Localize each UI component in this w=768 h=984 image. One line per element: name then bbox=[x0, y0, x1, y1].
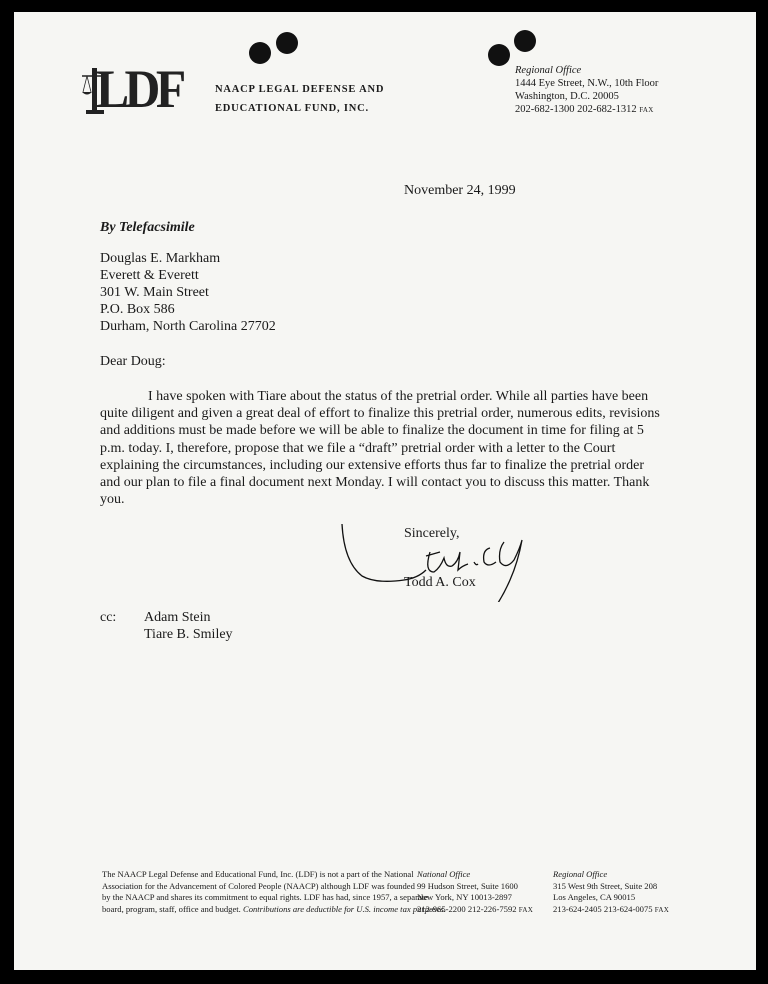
footer-regional-street: 315 West 9th Street, Suite 208 bbox=[553, 880, 658, 891]
regional-office-header bbox=[515, 64, 658, 117]
org-name-line1: NAACP LEGAL DEFENSE AND bbox=[215, 84, 385, 95]
footer-disclaimer-line4: board, program, staff, office and budget. Contributions are deductible for U.S. income tax purposes. bbox=[102, 903, 447, 914]
ldf-logo bbox=[82, 59, 192, 119]
letter-body: I have spoken with Tiare about the status of the pretrial order. While all parties have been quite diligent and given a great deal of effort to finalize this pretrial order, numerous edits, revisions and additions must be made before we will be able to finalize the document in time for filing at 5 p.m. today. I, therefore, propose that we file a “draft” pretrial order with a letter to the Court explaining the circumstances, including our extensive efforts thus far to finalize the pretrial order and our plan to file a final document next Monday. I will contact you to discuss this matter. Thank you. bbox=[100, 389, 660, 508]
footer-regional-office bbox=[553, 869, 669, 916]
footer-national-office bbox=[417, 869, 533, 916]
cc-list bbox=[144, 609, 233, 643]
org-name bbox=[215, 80, 384, 118]
org-name-line2: EDUCATIONAL FUND, INC. bbox=[215, 103, 369, 114]
letter-page bbox=[14, 12, 756, 970]
punch-hole-left-a bbox=[249, 42, 271, 64]
national-office-label: National Office bbox=[417, 869, 471, 879]
recipient-name: Douglas E. Markham bbox=[100, 251, 221, 266]
national-office-street: 99 Hudson Street, Suite 1600 bbox=[417, 880, 518, 891]
recipient-city: Durham, North Carolina 27702 bbox=[100, 319, 276, 334]
closing: Sincerely, bbox=[404, 526, 460, 541]
footer-disclaimer-line3: by the NAACP and shares its commitment to equal rights. LDF has had, since 1957, a separate bbox=[102, 892, 428, 903]
regional-office-street: 1444 Eye Street, N.W., 10th Floor bbox=[515, 78, 659, 89]
recipient-street: 301 W. Main Street bbox=[100, 285, 209, 300]
delivery-method: By Telefacsimile bbox=[100, 220, 195, 235]
footer-disclaimer-line2: Association for the Advancement of Colored People (NAACP) although LDF was founded bbox=[102, 880, 415, 891]
salutation: Dear Doug: bbox=[100, 354, 166, 369]
recipient-firm: Everett & Everett bbox=[100, 268, 199, 283]
footer-regional-city: Los Angeles, CA 90015 bbox=[553, 892, 636, 903]
punch-hole-right-b bbox=[514, 30, 536, 52]
footer-regional-label: Regional Office bbox=[553, 869, 608, 879]
footer-disclaimer-line1: The NAACP Legal Defense and Educational Fund, Inc. (LDF) is not a part of the National bbox=[102, 869, 414, 879]
logo-letters: LDF bbox=[96, 59, 182, 119]
fax-label: FAX bbox=[639, 106, 654, 114]
cc-name-2: Tiare B. Smiley bbox=[144, 627, 233, 642]
punch-hole-left-b bbox=[276, 32, 298, 54]
signer-name: Todd A. Cox bbox=[404, 575, 476, 590]
regional-office-phone: 202-682-1300 202-682-1312 FAX bbox=[515, 104, 654, 115]
cc-label: cc: bbox=[100, 610, 117, 625]
national-office-city: New York, NY 10013-2897 bbox=[417, 892, 512, 903]
recipient-po-box: P.O. Box 586 bbox=[100, 302, 175, 317]
national-office-phone: 212-965-2200 212-226-7592 FAX bbox=[417, 903, 534, 914]
letter-date: November 24, 1999 bbox=[404, 183, 516, 198]
regional-office-city: Washington, D.C. 20005 bbox=[515, 91, 619, 102]
cc-name-1: Adam Stein bbox=[144, 610, 211, 625]
punch-hole-right-a bbox=[488, 44, 510, 66]
recipient-address bbox=[100, 250, 276, 335]
regional-office-label: Regional Office bbox=[515, 65, 582, 76]
footer-regional-phone: 213-624-2405 213-624-0075 FAX bbox=[553, 903, 670, 914]
